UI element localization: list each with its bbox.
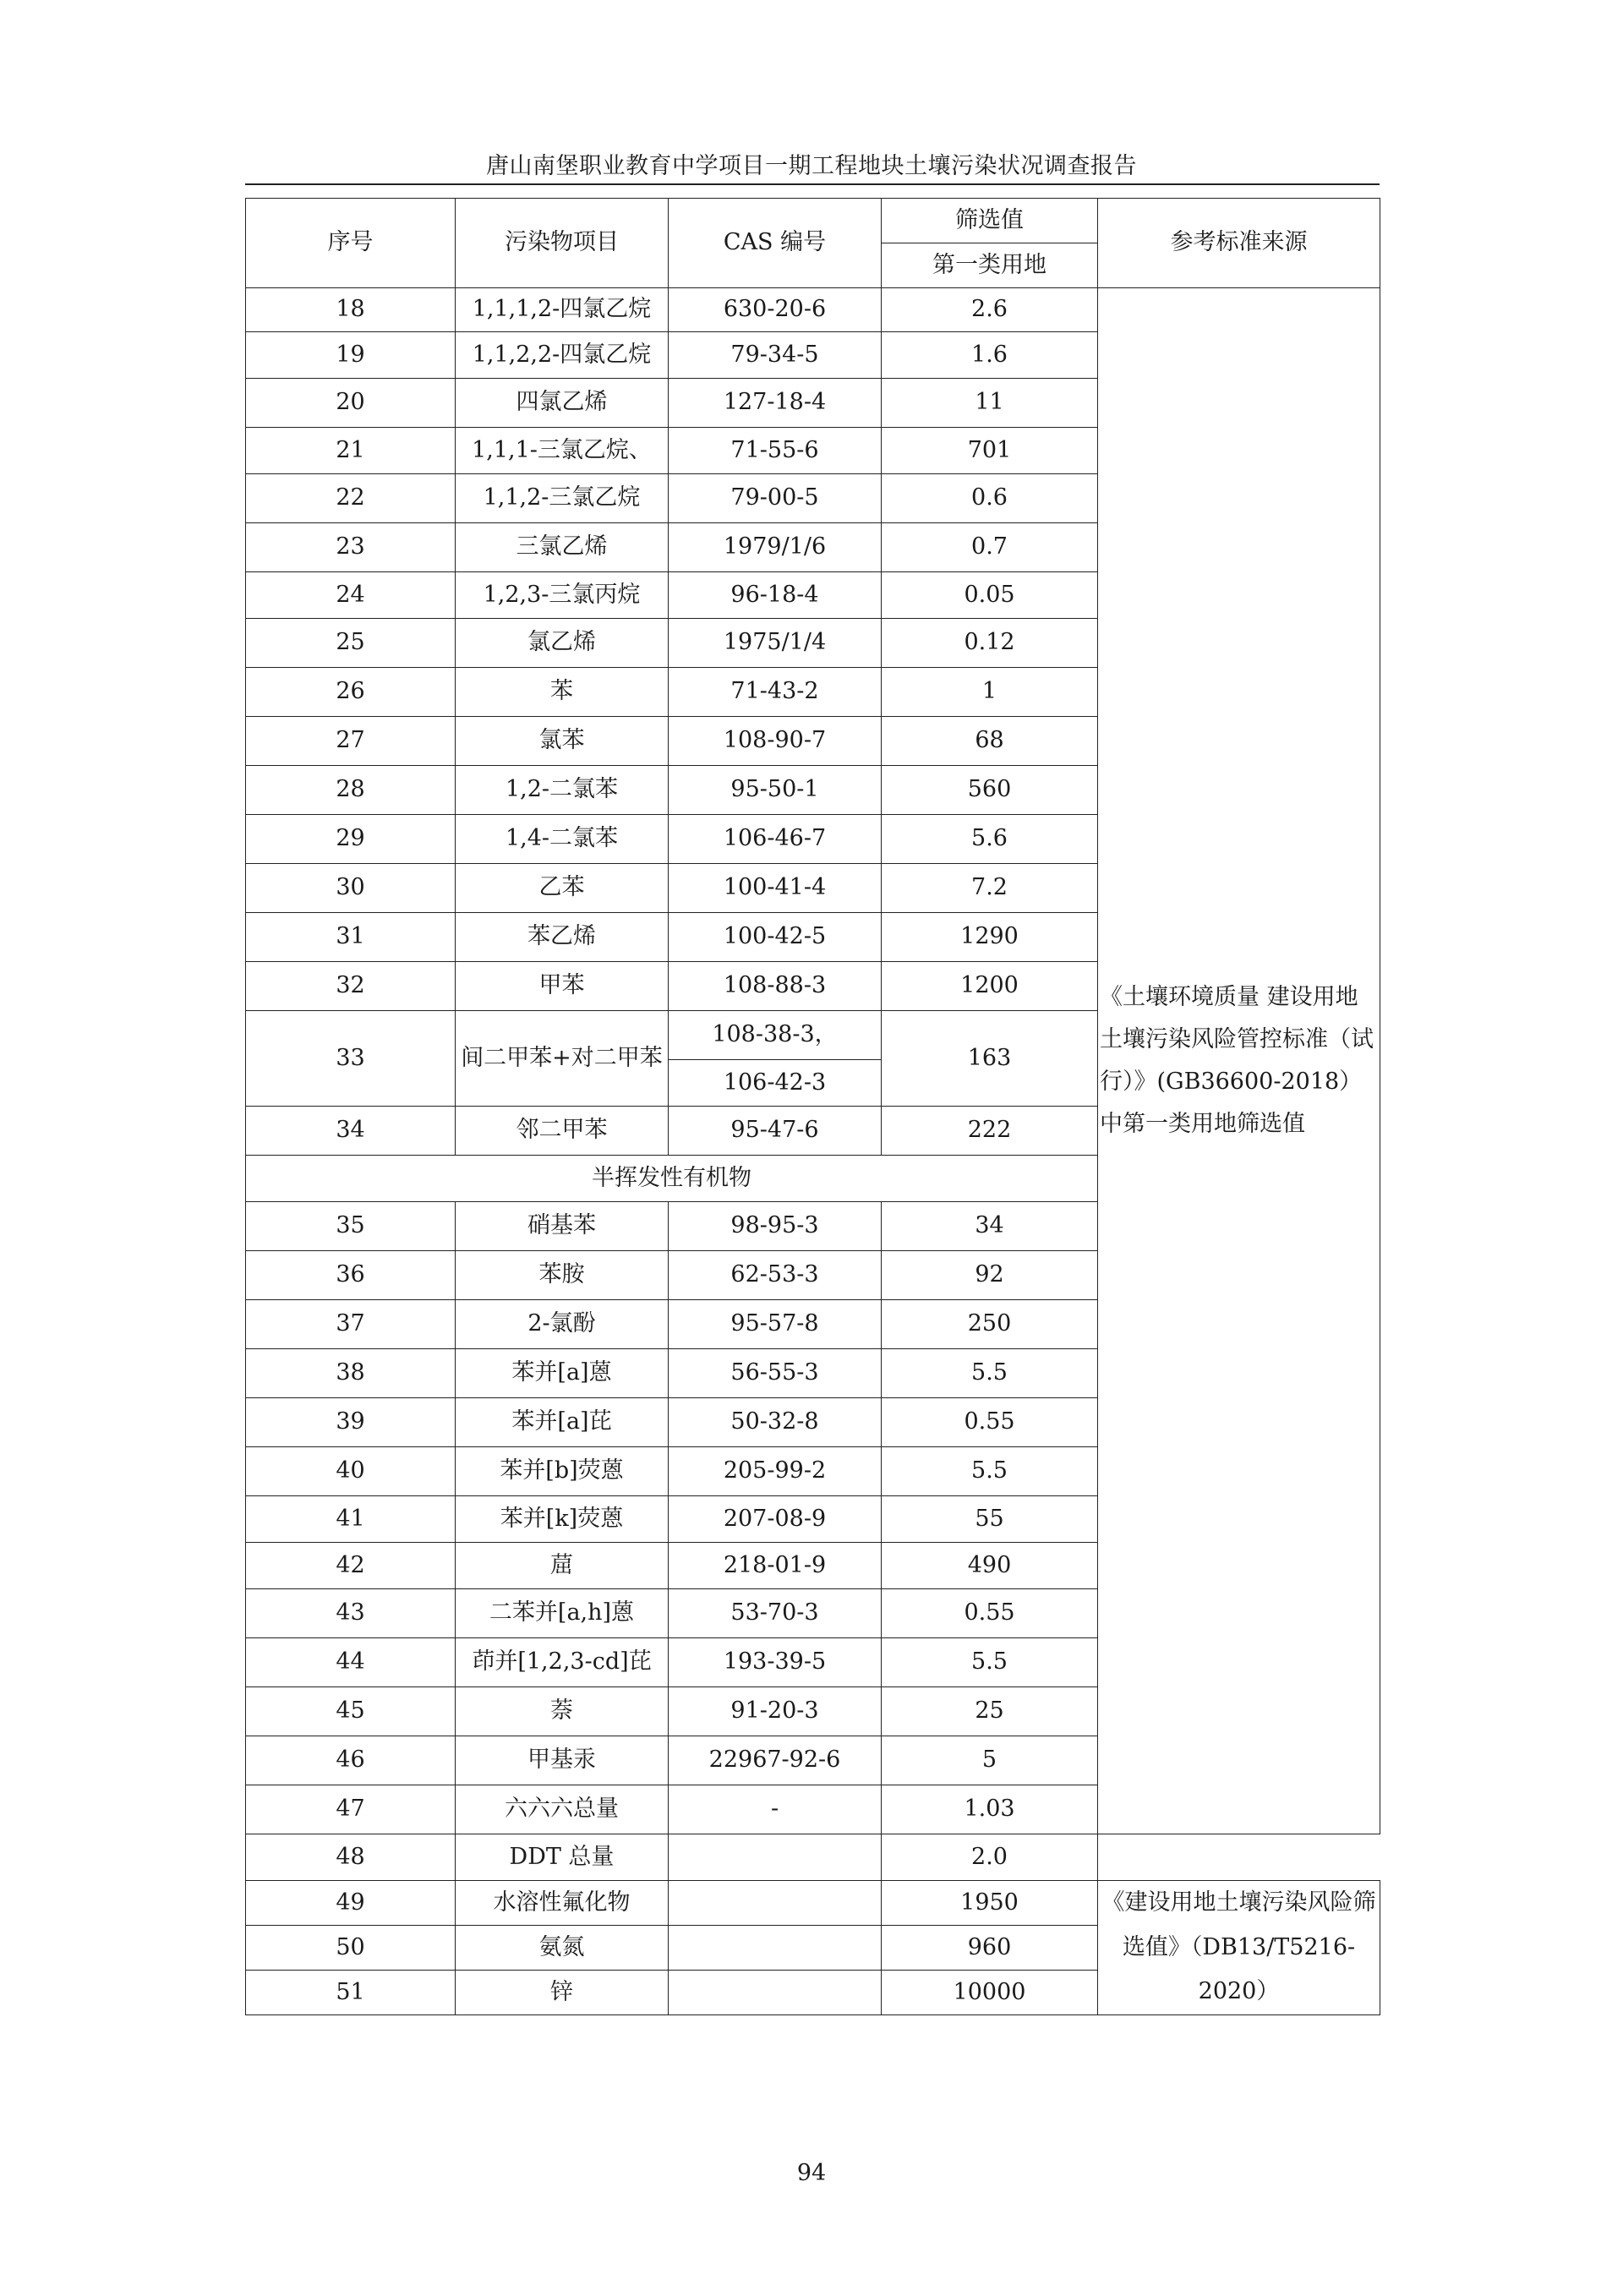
screening-value: 0.6 [882, 474, 1098, 523]
cas-number: 79-00-5 [669, 474, 882, 523]
cas-number: 71-43-2 [669, 668, 882, 717]
row-index: 24 [246, 572, 456, 619]
cas-number: 96-18-4 [669, 572, 882, 619]
cas-number: 98-95-3 [669, 1202, 882, 1251]
pollutant-name: 苯并[k]荧蒽 [456, 1496, 669, 1543]
screening-value: 5.5 [882, 1447, 1098, 1496]
screening-value: 1290 [882, 913, 1098, 962]
row-index: 29 [246, 815, 456, 864]
screening-value: 25 [882, 1687, 1098, 1736]
pollutant-name: 氨氮 [456, 1925, 669, 1970]
cas-number: 71-55-6 [669, 428, 882, 474]
screening-value: 0.05 [882, 572, 1098, 619]
cas-number: 193-39-5 [669, 1638, 882, 1687]
header-pollutant: 污染物项目 [456, 199, 669, 288]
cas-number: 79-34-5 [669, 332, 882, 379]
screening-value: 5.5 [882, 1638, 1098, 1687]
page-number: 94 [796, 2160, 827, 2186]
cas-number: 207-08-9 [669, 1496, 882, 1543]
row-index: 36 [246, 1251, 456, 1300]
row-index: 27 [246, 717, 456, 766]
row-index: 50 [246, 1925, 456, 1970]
pollutant-name: 1,2-二氯苯 [456, 766, 669, 815]
pollutant-name: 邻二甲苯 [456, 1107, 669, 1156]
pollutant-name: 䓛 [456, 1543, 669, 1589]
row-index: 41 [246, 1496, 456, 1543]
pollutant-name: 苯并[a]蒽 [456, 1349, 669, 1398]
pollutant-name: 乙苯 [456, 864, 669, 913]
pollutant-name: 四氯乙烯 [456, 379, 669, 428]
document-header-title: 唐山南堡职业教育中学项目一期工程地块土壤污染状况调查报告 [486, 153, 1137, 179]
reference-standard-gb36600: 《土壤环境质量 建设用地土壤污染风险管控标准（试行）》(GB36600-2018）中第一类用地筛选值 [1098, 288, 1380, 1834]
row-index: 31 [246, 913, 456, 962]
pollutant-name: 三氯乙烯 [456, 523, 669, 572]
screening-value: 701 [882, 428, 1098, 474]
screening-value: 1200 [882, 962, 1098, 1011]
row-index: 38 [246, 1349, 456, 1398]
cas-number: 1979/1/6 [669, 523, 882, 572]
reference-standard-db13: 《建设用地土壤污染风险筛选值》（DB13/T5216-2020） [1098, 1881, 1380, 2015]
screening-value: 92 [882, 1251, 1098, 1300]
cas-number [669, 1925, 882, 1970]
pollutant-name: 苯胺 [456, 1251, 669, 1300]
screening-value: 5.6 [882, 815, 1098, 864]
screening-value: 1.6 [882, 332, 1098, 379]
cas-number: 62-53-3 [669, 1251, 882, 1300]
cas-number: 100-41-4 [669, 864, 882, 913]
row-index: 33 [246, 1011, 456, 1107]
cas-number: - [669, 1785, 882, 1834]
screening-value: 11 [882, 379, 1098, 428]
screening-value: 960 [882, 1925, 1098, 1970]
pollutant-name: 甲苯 [456, 962, 669, 1011]
row-index: 46 [246, 1736, 456, 1785]
cas-number: 108-90-7 [669, 717, 882, 766]
pollutant-name: 氯苯 [456, 717, 669, 766]
cas-number: 630-20-6 [669, 288, 882, 332]
cas-number: 205-99-2 [669, 1447, 882, 1496]
screening-value: 490 [882, 1543, 1098, 1589]
cas-number: 106-42-3 [669, 1060, 882, 1107]
cas-number [669, 1970, 882, 2014]
cas-number: 95-50-1 [669, 766, 882, 815]
row-index: 23 [246, 523, 456, 572]
screening-value: 0.12 [882, 619, 1098, 668]
header-cas: CAS 编号 [669, 199, 882, 288]
cas-number: 108-88-3 [669, 962, 882, 1011]
pollutant-name: 1,2,3-三氯丙烷 [456, 572, 669, 619]
pollutant-name: 苯乙烯 [456, 913, 669, 962]
pollutant-name: 苯 [456, 668, 669, 717]
screening-value: 0.55 [882, 1589, 1098, 1638]
screening-value: 2.0 [882, 1834, 1098, 1881]
row-index: 26 [246, 668, 456, 717]
row-index: 45 [246, 1687, 456, 1736]
cas-number: 218-01-9 [669, 1543, 882, 1589]
header-screening-value: 筛选值 [882, 199, 1098, 243]
cas-number: 22967-92-6 [669, 1736, 882, 1785]
cas-number: 95-57-8 [669, 1300, 882, 1349]
cas-number: 108-38-3， [669, 1011, 882, 1060]
screening-value: 163 [882, 1011, 1098, 1107]
pollutant-name: 六六六总量 [456, 1785, 669, 1834]
row-index: 40 [246, 1447, 456, 1496]
cas-number: 1975/1/4 [669, 619, 882, 668]
pollutant-name: 茚并[1,2,3-cd]芘 [456, 1638, 669, 1687]
row-index: 42 [246, 1543, 456, 1589]
pollutant-name: 1,1,2-三氯乙烷 [456, 474, 669, 523]
pollutant-name: 萘 [456, 1687, 669, 1736]
cas-number: 56-55-3 [669, 1349, 882, 1398]
table-row [246, 1881, 1380, 1926]
screening-value: 1 [882, 668, 1098, 717]
screening-value: 55 [882, 1496, 1098, 1543]
row-index: 37 [246, 1300, 456, 1349]
row-index: 18 [246, 288, 456, 332]
screening-value: 68 [882, 717, 1098, 766]
row-index: 32 [246, 962, 456, 1011]
header-reference: 参考标准来源 [1098, 199, 1380, 288]
row-index: 35 [246, 1202, 456, 1251]
cas-number: 53-70-3 [669, 1589, 882, 1638]
pollutant-name: 1,1,2,2-四氯乙烷 [456, 332, 669, 379]
row-index: 49 [246, 1881, 456, 1926]
pollutant-name: 1,1,1-三氯乙烷、 [456, 428, 669, 474]
screening-value: 1950 [882, 1881, 1098, 1926]
header-index: 序号 [246, 199, 456, 288]
row-index: 19 [246, 332, 456, 379]
cas-number [669, 1881, 882, 1926]
row-index: 43 [246, 1589, 456, 1638]
row-index: 28 [246, 766, 456, 815]
cas-number: 50-32-8 [669, 1398, 882, 1447]
pollutant-name: 水溶性氟化物 [456, 1881, 669, 1926]
cas-number [669, 1834, 882, 1881]
row-index: 30 [246, 864, 456, 913]
pollutant-name: DDT 总量 [456, 1834, 669, 1881]
row-index: 21 [246, 428, 456, 474]
row-index: 34 [246, 1107, 456, 1156]
header-land-class: 第一类用地 [882, 243, 1098, 288]
row-index: 39 [246, 1398, 456, 1447]
pollutant-name: 氯乙烯 [456, 619, 669, 668]
pollutant-name: 苯并[a]芘 [456, 1398, 669, 1447]
pollutant-name: 二苯并[a,h]蒽 [456, 1589, 669, 1638]
pollutant-name: 间二甲苯+对二甲苯 [456, 1011, 669, 1107]
screening-value: 560 [882, 766, 1098, 815]
pollutant-screening-table [245, 198, 1380, 2015]
screening-value: 5 [882, 1736, 1098, 1785]
cas-number: 106-46-7 [669, 815, 882, 864]
header-divider [245, 183, 1380, 185]
row-index: 51 [246, 1970, 456, 2014]
pollutant-name: 1,1,1,2-四氯乙烷 [456, 288, 669, 332]
table-row [246, 288, 1380, 332]
table-header-row [246, 199, 1380, 243]
row-index: 48 [246, 1834, 456, 1881]
screening-value: 2.6 [882, 288, 1098, 332]
section-label-semivolatile: 半挥发性有机物 [246, 1156, 1098, 1202]
screening-value: 7.2 [882, 864, 1098, 913]
cas-number: 91-20-3 [669, 1687, 882, 1736]
row-index: 47 [246, 1785, 456, 1834]
pollutant-name: 甲基汞 [456, 1736, 669, 1785]
screening-value: 0.7 [882, 523, 1098, 572]
cas-number: 100-42-5 [669, 913, 882, 962]
screening-value: 250 [882, 1300, 1098, 1349]
pollutant-name: 苯并[b]荧蒽 [456, 1447, 669, 1496]
screening-value: 5.5 [882, 1349, 1098, 1398]
row-index: 25 [246, 619, 456, 668]
row-index: 44 [246, 1638, 456, 1687]
pollutant-name: 硝基苯 [456, 1202, 669, 1251]
pollutant-name: 锌 [456, 1970, 669, 2014]
row-index: 22 [246, 474, 456, 523]
screening-value: 34 [882, 1202, 1098, 1251]
table-row [246, 1834, 1380, 1881]
pollutant-name: 2-氯酚 [456, 1300, 669, 1349]
screening-value: 10000 [882, 1970, 1098, 2014]
cas-number: 95-47-6 [669, 1107, 882, 1156]
screening-value: 1.03 [882, 1785, 1098, 1834]
pollutant-name: 1,4-二氯苯 [456, 815, 669, 864]
cas-number: 127-18-4 [669, 379, 882, 428]
screening-value: 0.55 [882, 1398, 1098, 1447]
row-index: 20 [246, 379, 456, 428]
screening-value: 222 [882, 1107, 1098, 1156]
